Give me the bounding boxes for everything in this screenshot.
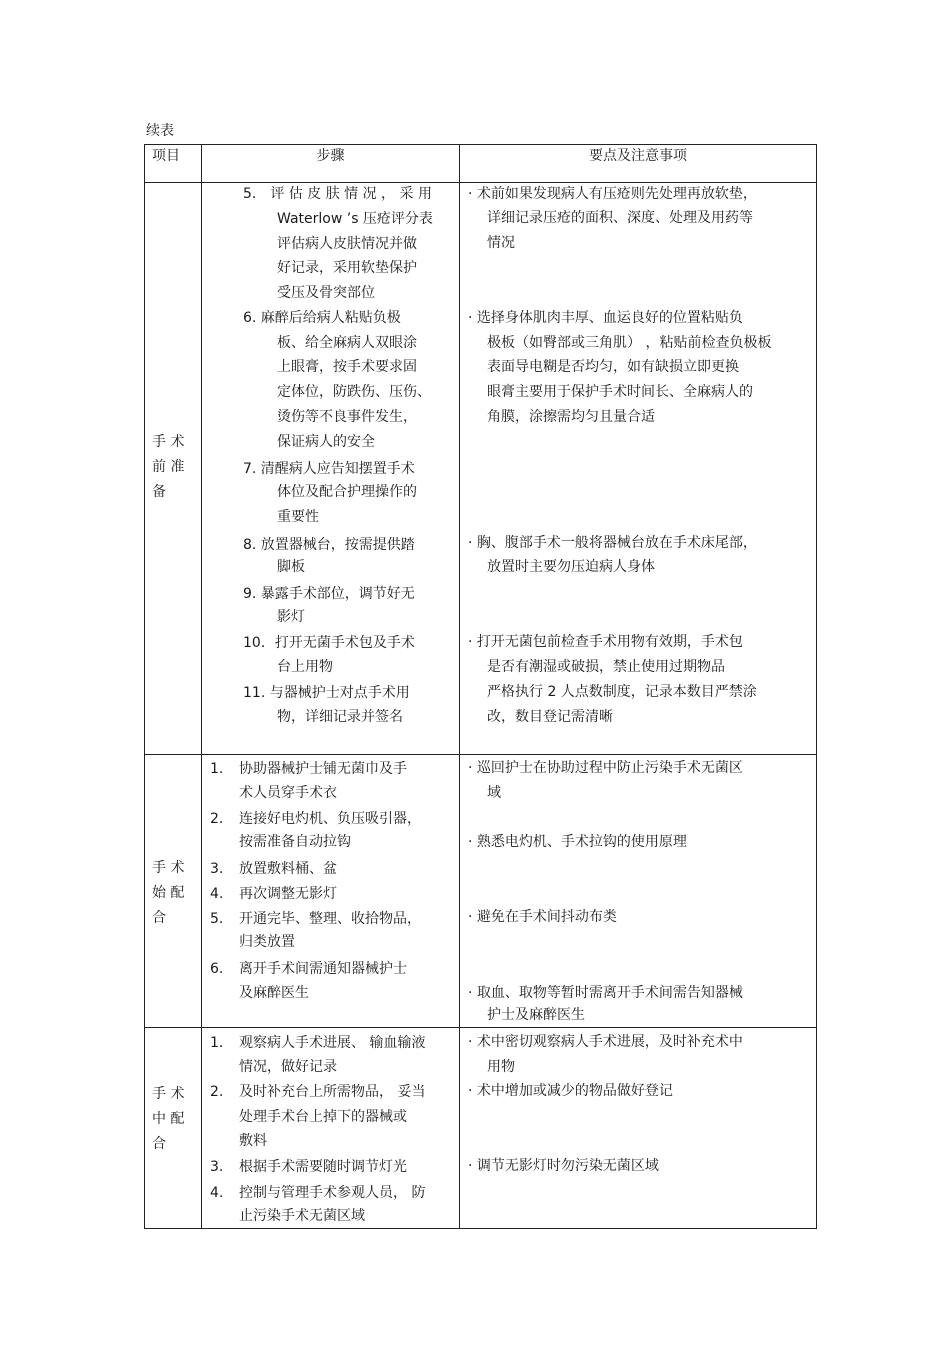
step-line: 物，详细记录并签名 [277,709,403,725]
note-line: 用物 [487,1059,515,1075]
note-line: 改，数目登记需清晰 [487,709,613,725]
header-steps: 步骤 [316,148,345,164]
step-line: 脚板 [277,559,305,575]
step-line: 好记录，采用软垫保护 [277,260,417,276]
step-line: 影灯 [277,609,305,625]
step-number: 3. [210,1159,224,1175]
section-name-line: 手 术 [152,434,185,450]
section-name-start [152,856,194,931]
step-line: 受压及骨突部位 [277,285,375,301]
step-line: 再次调整无影灯 [239,886,337,902]
step-line: 控制与管理手术参观人员， 防 [239,1185,426,1201]
note-line: 域 [487,785,501,801]
step-line: 归类放置 [239,934,295,950]
step-line: 及麻醉医生 [239,985,309,1001]
note-line: 护士及麻醉医生 [487,1007,585,1023]
step-line: Waterlow ’s 压疮评分表 [277,211,433,227]
step-line: 11. 与器械护士对点手术用 [243,685,410,701]
step-line: 保证病人的安全 [277,434,375,450]
section-name-line: 始 配 [152,885,185,901]
section-name-line: 中 配 [152,1111,185,1127]
section-name-intraop [152,1082,194,1157]
step-number: 1. [210,761,224,777]
step-line: 9. 暴露手术部位，调节好无 [243,586,415,602]
step-line: 8. 放置器械台，按需提供踏 [243,537,415,553]
step-line: 台上用物 [277,659,333,675]
table-border-right [816,144,817,1229]
step-line: 及时补充台上所需物品， 妥当 [239,1084,426,1100]
continued-label: 续表 [146,123,174,139]
step-line: 放置敷料桶、盆 [239,861,337,877]
header-divider [144,182,817,183]
section-name-line: 前 准 [152,459,185,475]
table-border-top [144,144,817,145]
step-line: 体位及配合护理操作的 [277,484,417,500]
step-line: 烫伤等不良事件发生， [277,409,417,425]
step-line: 根据手术需要随时调节灯光 [239,1159,407,1175]
note-line: 表面导电糊是否均匀，如有缺损立即更换 [487,359,739,375]
row-divider-2 [144,1027,817,1028]
note-line: 详细记录压疮的面积、深度、处理及用药等 [487,210,753,226]
note-line: 眼膏主要用于保护手术时间长、全麻病人的 [487,384,753,400]
note-line: · 术前如果发现病人有压疮则先处理再放软垫， [468,186,757,202]
step-line: 定体位，防跌伤、压伤、 [277,384,431,400]
step-line: 术人员穿手术衣 [239,785,337,801]
section-name-line: 手 术 [152,860,185,876]
step-line: 7. 清醒病人应告知摆置手术 [243,461,415,477]
note-line: · 胸、腹部手术一般将器械台放在手术床尾部， [468,535,757,551]
note-line: · 选择身体肌肉丰厚、血运良好的位置粘贴负 [468,310,743,326]
section-name-line: 手 术 [152,1086,185,1102]
note-line: 极板（如臀部或三角肌） ，粘贴前检查负极板 [487,335,772,351]
step-line: 止污染手术无菌区域 [239,1208,365,1224]
step-line: 协助器械护士铺无菌巾及手 [239,761,407,777]
step-line: 6. 麻醉后给病人粘贴负极 [243,310,401,326]
note-line: 放置时主要勿压迫病人身体 [487,559,655,575]
note-line: 是否有潮湿或破损，禁止使用过期物品 [487,659,725,675]
header-notes: 要点及注意事项 [589,148,687,164]
step-line: 离开手术间需通知器械护士 [239,961,407,977]
step-number: 3. [210,861,224,877]
step-line: 开通完毕、整理、收拾物品， [239,911,421,927]
note-line: · 巡回护士在协助过程中防止污染手术无菌区 [468,760,743,776]
col-divider-1 [201,144,202,1229]
step-line: 5． 评 估 皮 肤 情 况 ， 采 用 [243,186,432,202]
section-name-line: 备 [152,484,166,500]
section-name-preop [152,430,194,505]
step-number: 4. [210,886,224,902]
note-line: · 术中增加或减少的物品做好登记 [468,1083,673,1099]
header-item: 项目 [152,148,180,164]
note-line: · 避免在手术间抖动布类 [468,909,617,925]
step-number: 6. [210,961,224,977]
row-divider-1 [144,754,817,755]
step-line: 板、给全麻病人双眼涂 [277,335,417,351]
step-number: 1. [210,1035,224,1051]
step-line: 按需准备自动拉钩 [239,834,351,850]
note-line: · 术中密切观察病人手术进展，及时补充术中 [468,1034,743,1050]
step-number: 2. [210,1084,224,1100]
note-line: 角膜，涂擦需均匀且量合适 [487,409,655,425]
step-line: 情况，做好记录 [239,1059,337,1075]
step-line: 重要性 [277,509,319,525]
note-line: · 熟悉电灼机、手术拉钩的使用原理 [468,834,687,850]
note-line: · 调节无影灯时勿污染无菌区域 [468,1158,659,1174]
note-line: · 取血、取物等暂时需离开手术间需告知器械 [468,985,743,1001]
step-line: 评估病人皮肤情况并做 [277,236,417,252]
table-border-left [144,144,145,1229]
note-line: 情况 [487,235,515,251]
step-line: 连接好电灼机、负压吸引器， [239,811,421,827]
section-name-line: 合 [152,910,166,926]
step-number: 5. [210,911,224,927]
section-name-line: 合 [152,1136,166,1152]
table-border-bottom [144,1228,817,1229]
step-number: 2. [210,811,224,827]
note-line: · 打开无菌包前检查手术用物有效期，手术包 [468,634,743,650]
step-line: 上眼膏，按手术要求固 [277,359,417,375]
step-line: 敷料 [239,1133,267,1149]
note-line: 严格执行 2 人点数制度，记录本数目严禁涂 [487,684,757,700]
col-divider-2 [459,144,460,1229]
step-line: 处理手术台上掉下的器械或 [239,1109,407,1125]
step-line: 观察病人手术进展、 输血输液 [239,1035,426,1051]
step-line: 10．打开无菌手术包及手术 [243,635,415,651]
step-number: 4. [210,1185,224,1201]
